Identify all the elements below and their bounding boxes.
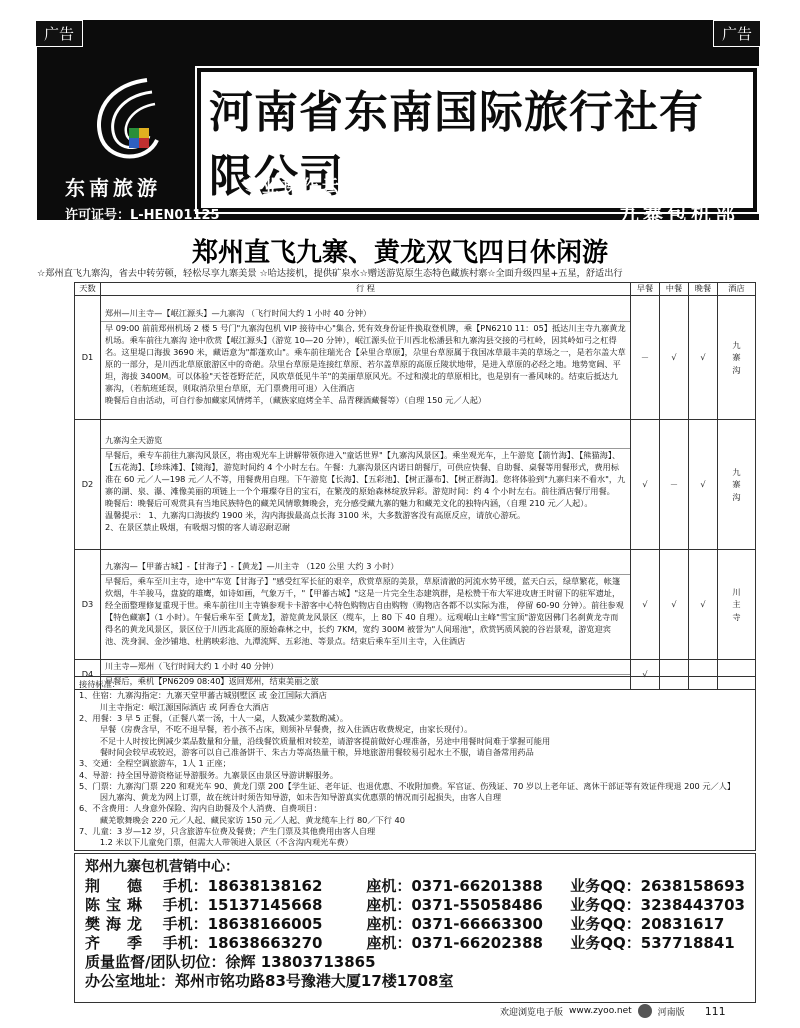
contact-name: 陈宝琳 [85, 896, 149, 914]
tour-title: 郑州直飞九寨、黄龙双飞四日休闲游 [191, 238, 608, 268]
hotel-name [718, 550, 756, 660]
hotel-char: 主 [732, 599, 741, 610]
lunch-mark: √ [660, 550, 689, 660]
table-row [75, 550, 756, 660]
breakfast-mark: √ [631, 660, 660, 690]
standards-line: 1、住宿：九寨沟指定：九寨天堂甲蕃古城别墅区 或 金江国际大酒店 [79, 690, 327, 701]
standards-line: 5、门票：九寨沟门票 220 和观光车 90、黄龙门票 200【学生证、老年证、也退优惠、不收附加费。军官证、伤残证、70 岁以上老年证、离休干部证等有效证件现退 200 元／人】 [79, 780, 736, 791]
company-name: 河南省东南国际旅行社有限公司 [197, 68, 757, 212]
header-route: 行 程 [101, 283, 631, 296]
ad-label-right: 广告 [713, 20, 761, 47]
contact-qq: 业务QQ：537718841 [570, 934, 735, 952]
header-lunch: 中餐 [660, 283, 689, 296]
contact-mobile: 手机：18638663270 [162, 934, 323, 952]
standards-line: 接待标准： [79, 679, 120, 689]
footer-edition: 河南版 [657, 1007, 685, 1018]
page-number: 111 [704, 1004, 726, 1018]
standards-line: 餐时间会较早或较迟，游客可以自己准备饼干、朱古力等高热量干粮，异地旅游用餐较易引起水土不服，请自备常用药品 [79, 746, 534, 757]
day-description: 早餐后，乘车至川主寺，途中"车览【甘海子】"感受红军长征的艰辛，欣赏草原的美景，草原清澈的河流水势平缓，蓝天白云，绿草繁花，帐篷炊烟，牛羊骏马，盘旋的雄鹰，如诗如画，气象万千，"【甲蕃古城】"这是一片完全生态建筑群，是松赞干布大军进攻唐王时留下的驻军遗址，经全面整理修复重现于世。乘车前往川主寺镇参观卡卡游客中心特色购物店自由购物（购物店各都不以实际为准， 停留 60-90 分钟）。前往参观【特色藏寨】（1 小时）。午餐后乘车至【黄龙】，游览黄龙风景区（缆车，上 80 下 40 自理）。远观岷山主峰"雪宝顶"游览因佛门名刹黄龙寺而得名的黄龙风景区，景区位于川西北高原的原始森林之中，长约 7KM，宽约 300M 被誉为"人间瑶池"，欣赏钙质风貌的谷岩景观，游览迎宾池、洗身洞、金沙铺地、杜鹃映彩池、九潭流辉、五彩池、等景点。结束后乘车至川主寺，入住酒店 [105, 576, 624, 646]
contact-qq: 业务QQ：3238443703 [570, 896, 745, 914]
specialty-line: 专业操作云南·贵州·海南·桂林·东北·内蒙等地接 [242, 177, 670, 197]
contact-row [85, 915, 745, 934]
page-footer [500, 1004, 760, 1018]
hotel-char: 寨 [732, 352, 741, 363]
hotel-char: 寺 [732, 611, 741, 622]
standards-line: 早餐（房费含早，不吃不退早餐，若小孩不占床，则须补早餐费，按入住酒店收费规定，由家长现付）。 [79, 724, 473, 735]
contact-row [85, 877, 745, 896]
standards-line: 4、导游：持全国导游资格证导游服务。九寨景区由景区导游讲解服务。 [79, 769, 339, 780]
contact-name: 樊海龙 [85, 915, 149, 933]
itinerary-table [74, 282, 756, 690]
table-header-row [75, 283, 756, 296]
reception-standards [74, 676, 756, 851]
day-description: 早 09:00 前前郑州机场 2 楼 5 号门"九寨沟包机 VIP 接待中心"集合, 凭有效身份证件换取登机牌，乘【PN6210 11：05】抵达川主寺九寨黄龙机场。乘车前往九寨沟 途中欣赏【岷江源头】（游览 10—20 分钟），岷江源头位于川西北松潘县和九寨沟县交接的弓杠岭，因其岭如弓之杠得名。这里堤口海拔 3690 米，藏语意为"都蓬欢山"。乘车前往瑞光合【朵里合草原】，尕里台草原属于我国冰草最丰美的草场之一，是若尔盖大草原的一部分，是川西北草原旅游区中的奇葩。尕里台草原是连接红草原、若尔盖草原的高原丘陵状地带，是进入草原的必经之地。地势宽阔、平坦，海拔 3400M。可以体验"天苍苍野茫茫，风吹草低见牛羊"的美丽草原风光。不过和漠北的草原相比，也是别有一番风味的。结束后抵达九寨沟，（若航班延误，则取消尕里台草原，无门票费用可退）入住酒店 晚餐后自由活动，可自行参加藏家风情烤羊，（藏族家庭烤全羊、品青稞酒藏餐等）（自理 150 元／人起） [105, 323, 626, 405]
tour-tagline: ☆郑州直飞九寨沟，省去中转劳顿，轻松尽享九寨美景 ☆哈达接机，提供矿泉水☆赠送游览原生态特色藏族村寨☆全面升级四星+五星，舒适出行 [37, 268, 623, 279]
footer-label: 欢迎浏览电子版 [500, 1007, 564, 1018]
contact-landline: 座机：0371-66201388 [366, 877, 543, 895]
day-content [101, 296, 631, 420]
hotel-char: 沟 [732, 364, 741, 375]
hotel-char: 川 [732, 587, 741, 598]
day-content [101, 420, 631, 550]
hotel-char: 沟 [732, 491, 741, 502]
dinner-mark: √ [689, 296, 718, 420]
table-row [75, 296, 756, 420]
header-breakfast: 早餐 [631, 283, 660, 296]
contact-mobile: 手机：18638138162 [162, 877, 323, 895]
standards-line: 3、交通：全程空调旅游车，1人 1 正座； [79, 758, 231, 769]
contact-mobile: 手机：15137145668 [162, 896, 323, 914]
ad-header [37, 20, 759, 226]
contact-mobile: 手机：18638166005 [162, 915, 323, 933]
footer-site: www.zyoo.net [569, 1006, 632, 1016]
license-number: 许可证号：L-HEN01125 [65, 208, 220, 223]
hotel-name [718, 296, 756, 420]
sales-center-contacts [74, 853, 756, 1003]
day-label: D2 [75, 420, 101, 550]
hotel-name [718, 420, 756, 550]
standards-line: 1.2 米以下儿童免门票，但需大人带领进入景区（不含沟内观光车费） [79, 837, 353, 848]
standards-line: 因九寨沟、黄龙为网上订票，故在统计时须告知导游，如未告知导游真实优惠票的情况而引起损失，由客人自理 [79, 792, 502, 803]
office-address: 办公室地址：郑州市铭功路83号豫港大厦17楼1708室 [85, 972, 454, 990]
contact-landline: 座机：0371-66202388 [366, 934, 543, 952]
day-description: 早餐后，乘专车前往九寨沟风景区，将由观光车上讲解带领你进入"童话世界"【九寨沟风景区】。乘坐观光车，上午游览【箭竹海】、【熊猫海】、【五花海】、【珍珠滩】、【镜海】，游览时间约 4 个小时左右。午餐：九寨沟景区内诺日朗餐厅，可供应快餐、自助餐、桌餐等用餐形式，费用标准在 60 元／人—198 元／人不等，用餐费用自理。下午游览【长海】、【五彩池】、【树正瀑布】、【树正群海】。您将体验到"九寨归来不看水"，九寨的湖、泉、瀑、滩像美丽的项链上一个个璀璨夺目的宝石，在繁茂的原始森林绽放异彩。游览时间：约 4 个小时左右。前往酒店餐厅用餐。 晚餐后：晚餐后可观赏具有当地民族特色的藏羌风情歌舞晚会，充分感受藏九寨的魅力和藏羌文化的独特内涵，（自理 210 元／人起）。 温馨提示： 1、九寨沟口海拔约 1900 米，沟内海拔最高点长海 3100 米，大多数游客没有高原反应，请放心游玩。 2、在景区禁止吸烟，有吸烟习惯的客人请忍耐忍耐 [105, 450, 626, 532]
sales-center-title: 郑州九寨包机营销中心： [85, 859, 239, 875]
footer-logo-icon [638, 1004, 652, 1018]
dinner-mark: √ [689, 550, 718, 660]
day-content [101, 550, 631, 660]
breakfast-mark: √ [631, 420, 660, 550]
route-line: 九寨沟—【甲蕃古城】-【甘海子】-【黄龙】—川主寺 （120 公里 大约 3 小时） [101, 560, 630, 575]
contact-qq: 业务QQ：20831617 [570, 915, 725, 933]
day-description: 早餐后，乘机【PN6209 08:40】返回郑州，结束美丽之旅 [105, 676, 319, 686]
hotel-char: 九 [732, 467, 741, 478]
contact-landline: 座机：0371-55058486 [366, 896, 543, 914]
day-label: D4 [75, 660, 101, 690]
division-name: 九寨包机部 [619, 202, 739, 226]
header-hotel: 酒店 [718, 283, 756, 296]
breakfast-mark: － [631, 296, 660, 420]
ad-label-left: 广告 [35, 20, 83, 47]
hotel-char: 九 [732, 340, 741, 351]
route-line: 九寨沟全天游览 [101, 434, 630, 449]
route-line: 川主寺—郑州（飞行时间大约 1 小时 40 分钟） [101, 660, 630, 675]
standards-line: 藏羌歌舞晚会 220 元／人起、藏民家访 150 元／人起、黄龙缆车上行 80／下行 40 [79, 814, 405, 825]
day-label: D3 [75, 550, 101, 660]
dinner-mark: √ [689, 420, 718, 550]
lunch-mark: √ [660, 296, 689, 420]
lunch-mark: － [660, 420, 689, 550]
header-day: 天数 [75, 283, 101, 296]
header-dinner: 晚餐 [689, 283, 718, 296]
standards-line: 不足十人时按比例减少菜品数量和分量，沿线餐饮质量相对较差，请游客提前做好心理准备，另途中用餐时间难于掌握可能用 [79, 735, 551, 746]
standards-line: 川主寺指定：岷江源国际酒店 或 阿香仓大酒店 [79, 701, 269, 712]
breakfast-mark: √ [631, 550, 660, 660]
table-row [75, 420, 756, 550]
hotel-char: 寨 [732, 479, 741, 490]
route-line: 郑州—川主寺—【岷江源头】—九寨沟 （飞行时间大约 1 小时 40 分钟） [101, 307, 630, 322]
contact-name: 齐 季 [85, 934, 149, 952]
contact-landline: 座机：0371-66663300 [366, 915, 543, 933]
company-logo-icon [77, 70, 177, 170]
quality-supervision: 质量监督/团队切位：徐辉 13803713865 [85, 953, 376, 971]
standards-line: 7、儿童：3 岁—12 岁，只含旅游车位费及餐费；产生门票及其他费用由客人自理 [79, 826, 376, 837]
day-label: D1 [75, 296, 101, 420]
standards-line: 2、用餐：3 早 5 正餐，（正餐八菜一汤，十人一桌，人数减少菜数酌减）。 [79, 712, 349, 723]
standards-line: 6、不含费用：人身意外保险、沟内自助餐及个人消费、自费项目： [79, 803, 322, 814]
contact-name: 荆 德 [85, 877, 149, 895]
contact-row [85, 934, 745, 953]
contact-qq: 业务QQ：2638158693 [570, 877, 745, 895]
contact-row [85, 896, 745, 915]
brand-name: 东南旅游 [65, 176, 161, 200]
